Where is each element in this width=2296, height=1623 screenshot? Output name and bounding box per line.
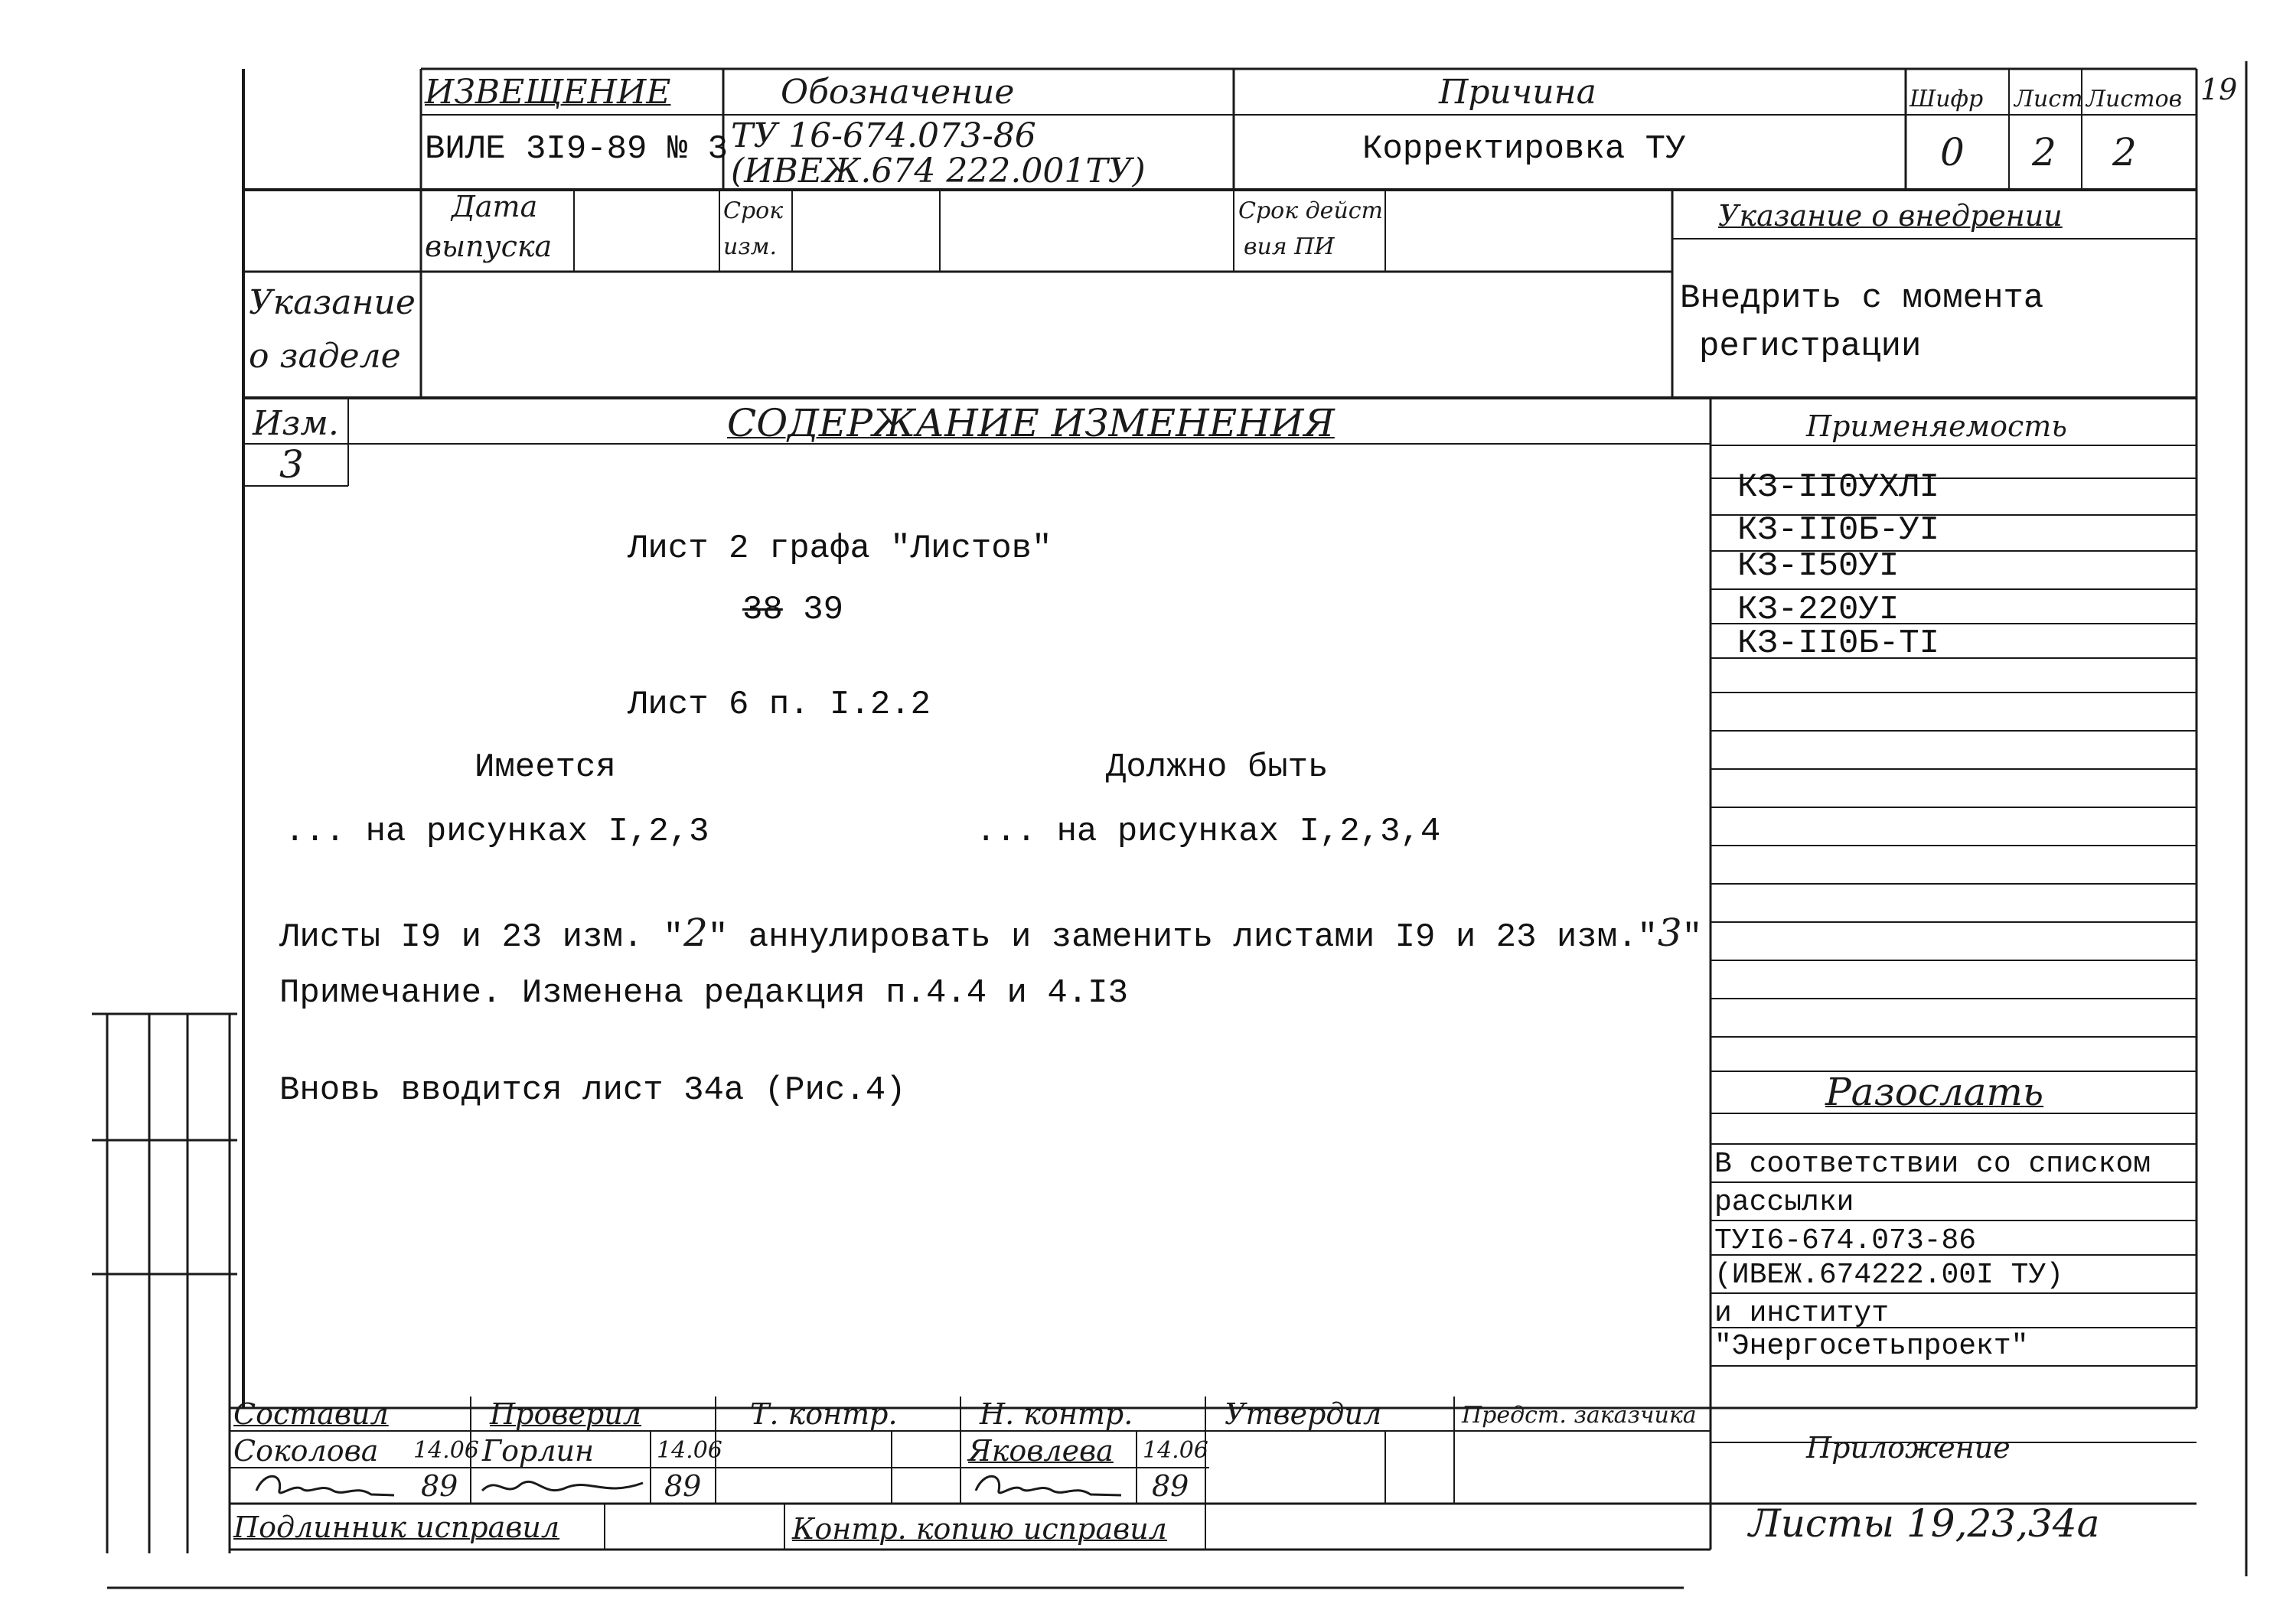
has-text: ... на рисунках I,2,3 bbox=[285, 813, 709, 851]
annul-part3: " bbox=[1681, 918, 1703, 957]
checked-name: Горлин bbox=[482, 1434, 595, 1468]
should-column-label: Должно быть bbox=[1106, 748, 1329, 787]
notice-number: ВИЛЕ 3I9-89 № 3 bbox=[425, 130, 729, 168]
copy-corrected-label: Контр. копию исправил bbox=[792, 1512, 1167, 1546]
designation-label: Обозначение bbox=[781, 73, 1015, 112]
issue-date-label-1: Дата bbox=[452, 190, 538, 223]
norm-control-name: Яковлева bbox=[968, 1434, 1114, 1468]
sheet-value: 2 bbox=[2032, 130, 2056, 174]
has-column-label: Имеется bbox=[475, 748, 616, 787]
annul-new-change: 3 bbox=[1657, 911, 1682, 955]
distribution-line-3: ТУI6-674.073-86 bbox=[1714, 1224, 1977, 1257]
distribution-label: Разослать bbox=[1825, 1070, 2044, 1114]
distribution-line-2: рассылки bbox=[1714, 1186, 1854, 1219]
code-value: 0 bbox=[1940, 130, 1965, 174]
compiled-date-2: 89 bbox=[421, 1469, 458, 1503]
notice-label: ИЗВЕЩЕНИЕ bbox=[425, 73, 671, 112]
distribution-line-1: В соответствии со списком bbox=[1714, 1148, 2151, 1181]
reason-label: Причина bbox=[1439, 73, 1596, 112]
backlog-label-2: о заделе bbox=[249, 337, 401, 376]
distribution-line-6: "Энергосетьпроект" bbox=[1714, 1330, 2029, 1363]
implementation-line1: Внедрить с момента bbox=[1680, 279, 2044, 318]
implementation-line2: регистрации bbox=[1699, 328, 1922, 366]
compiled-date-1: 14.06 bbox=[413, 1437, 479, 1464]
sheets-label: Листов bbox=[2086, 86, 2183, 112]
applicability-item-1: КЗ-II0УХЛI bbox=[1737, 468, 1940, 507]
attachment-value: Листы 19,23,34а bbox=[1749, 1501, 2100, 1546]
sheet-label: Лист bbox=[2014, 86, 2083, 112]
checked-date-2: 89 bbox=[664, 1469, 702, 1503]
code-label: Шифр bbox=[1910, 86, 1984, 112]
applicability-item-5: КЗ-II0Б-ТI bbox=[1737, 624, 1940, 663]
new-sheets-value: 39 bbox=[803, 591, 844, 629]
applicability-item-4: КЗ-220УI bbox=[1737, 591, 1900, 629]
applicability-item-2: КЗ-II0Б-УI bbox=[1737, 511, 1940, 549]
checked-date-1: 14.06 bbox=[657, 1437, 722, 1464]
compiled-label: Составил bbox=[233, 1397, 389, 1431]
tech-control-label: Т. контр. bbox=[750, 1397, 898, 1431]
annul-part2: " аннулировать и заменить листами I9 и 23 изм." bbox=[707, 918, 1658, 957]
term-label-2: изм. bbox=[723, 233, 778, 260]
corner-mark: 19 bbox=[2200, 73, 2238, 106]
sheets-value: 2 bbox=[2112, 130, 2137, 174]
new-sheet-line: Вновь вводится лист 34а (Рис.4) bbox=[279, 1071, 906, 1110]
compiled-name: Соколова bbox=[233, 1434, 379, 1468]
annul-old-change: 2 bbox=[683, 911, 708, 955]
customer-label: Предст. заказчика bbox=[1462, 1402, 1697, 1429]
distribution-line-5: и институт bbox=[1714, 1297, 1890, 1330]
designation-line2: (ИВЕЖ.674 222.001ТУ) bbox=[731, 152, 1146, 191]
original-corrected-label: Подлинник исправил bbox=[233, 1511, 560, 1544]
designation-line1: ТУ 16-674.073-86 bbox=[731, 116, 1036, 155]
should-text: ... на рисунках I,2,3,4 bbox=[976, 813, 1441, 851]
norm-date-2: 89 bbox=[1152, 1469, 1189, 1503]
norm-date-1: 14.06 bbox=[1143, 1437, 1208, 1464]
content-title: СОДЕРЖАНИЕ ИЗМЕНЕНИЯ bbox=[727, 401, 1335, 445]
sheet2-line: Лист 2 графа "Листов" bbox=[628, 530, 1052, 568]
backlog-label-1: Указание bbox=[249, 283, 416, 322]
annul-line bbox=[279, 911, 1702, 957]
sheet6-line: Лист 6 п. I.2.2 bbox=[628, 686, 931, 724]
validity-label-2: вия ПИ bbox=[1244, 233, 1335, 260]
applicability-item-3: КЗ-I50УI bbox=[1737, 547, 1900, 585]
annul-part1: Листы I9 и 23 изм. " bbox=[279, 918, 684, 957]
implementation-label: Указание о внедрении bbox=[1718, 199, 2063, 233]
norm-control-label: Н. контр. bbox=[980, 1397, 1133, 1431]
issue-date-label-2: выпуска bbox=[425, 230, 553, 263]
validity-label-1: Срок дейст bbox=[1238, 197, 1384, 224]
applicability-label: Применяемость bbox=[1806, 409, 2067, 443]
approved-label: Утвердил bbox=[1225, 1397, 1382, 1431]
compiled-signature-icon bbox=[249, 1468, 402, 1503]
distribution-line-4: (ИВЕЖ.674222.00I ТУ) bbox=[1714, 1259, 2064, 1292]
checked-label: Проверил bbox=[490, 1397, 641, 1431]
term-label-1: Срок bbox=[723, 197, 784, 224]
reason-value: Корректировка ТУ bbox=[1362, 130, 1686, 168]
checked-signature-icon bbox=[475, 1468, 651, 1503]
attachment-label: Приложение bbox=[1806, 1431, 2011, 1465]
norm-control-signature-icon bbox=[968, 1468, 1129, 1503]
change-label: Изм. bbox=[253, 404, 339, 443]
old-sheets-value: 38 bbox=[742, 591, 783, 629]
change-number: 3 bbox=[279, 442, 304, 487]
note-line: Примечание. Изменена редакция п.4.4 и 4.I3 bbox=[279, 974, 1128, 1012]
sheets-value-change bbox=[742, 591, 843, 629]
